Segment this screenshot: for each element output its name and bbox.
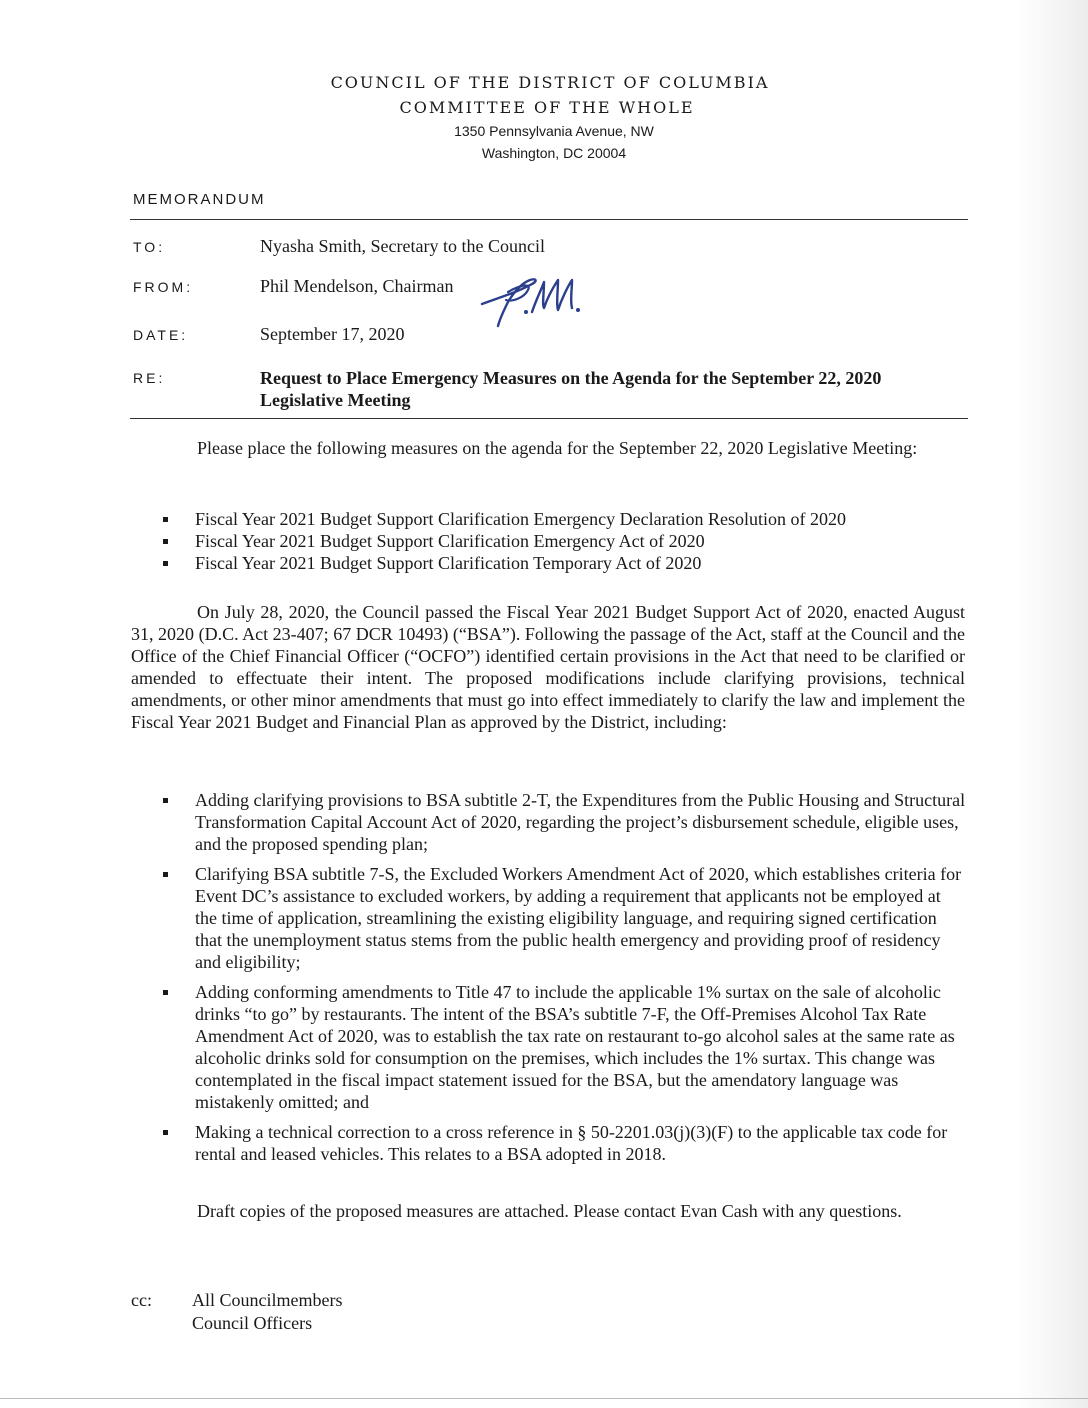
- bullet-icon: [163, 517, 168, 522]
- modifications-list: [158, 789, 966, 1173]
- to-label: TO:: [133, 239, 166, 255]
- header-rule-bottom: [130, 418, 968, 419]
- list-item: [158, 530, 846, 552]
- re-subject: Request to Place Emergency Measures on the Agenda for the September 22, 2020 Legislative Meeting: [260, 368, 882, 410]
- bullet-icon: [163, 561, 168, 566]
- letterhead-address-line2: Washington, DC 20004: [481, 145, 627, 161]
- list-item: [158, 508, 846, 530]
- cc-recipient: All Councilmembers: [192, 1290, 343, 1310]
- chairman-signature: [478, 272, 588, 332]
- modification-text: Clarifying BSA subtitle 7-S, the Excluded Workers Amendment Act of 2020, which establishes criteria for Event DC’s assistance to excluded workers, by adding a requirement that applicants not be employed at the time of application, streamlining the existing eligibility language, and requiring signed certification that the unemployment status stems from the public health emergency and providing proof of residency and eligibility;: [195, 864, 962, 972]
- from-label: FROM:: [133, 279, 194, 295]
- list-item: [158, 552, 846, 574]
- letterhead-org-line2: COMMITTEE OF THE WHOLE: [399, 98, 695, 117]
- letterhead-address-line1: 1350 Pennsylvania Avenue, NW: [454, 123, 654, 139]
- measures-list: [158, 508, 846, 574]
- scan-edge-shadow: [1018, 0, 1088, 1408]
- measure-text: Fiscal Year 2021 Budget Support Clarification Temporary Act of 2020: [195, 553, 702, 573]
- modification-text: Adding conforming amendments to Title 47 to include the applicable 1% surtax on the sale of alcoholic drinks “to go” by restaurants. The intent of the BSA’s subtitle 7-F, the Off-Premises Alcohol Tax Rate Amendment Act of 2020, was to establish the tax rate on restaurant to-go alcohol sales at the same rate as alcoholic drinks sold for consumption on the premises, which includes the 1% surtax. This change was contemplated in the fiscal impact statement issued for the BSA, but the amendatory language was mistakenly omitted; and: [195, 982, 955, 1112]
- bullet-icon: [163, 990, 168, 995]
- date-value: September 17, 2020: [260, 324, 405, 344]
- intro-paragraph: Please place the following measures on the agenda for the September 22, 2020 Legislative Meeting:: [197, 438, 918, 458]
- modification-text: Making a technical correction to a cross reference in § 50-2201.03(j)(3)(F) to the applicable tax code for rental and leased vehicles. This relates to a BSA adopted in 2018.: [195, 1122, 948, 1164]
- bullet-icon: [163, 1130, 168, 1135]
- background-paragraph: On July 28, 2020, the Council passed the Fiscal Year 2021 Budget Support Act of 2020, enacted August 31, 2020 (D.C. Act 23-407; 67 DCR 10493) (“BSA”). Following the passage of the Act, staff at the Council and the Office of the Chief Financial Officer (“OCFO”) identified certain provisions in the Act that need to be clarified or amended to effectuate their intent. The proposed modifications include clarifying provisions, technical amendments, or other minor amendments that must go into effect immediately to clarify the law and implement the Fiscal Year 2021 Budget and Financial Plan as approved by the District, including:: [131, 602, 965, 732]
- re-label: RE:: [133, 370, 166, 386]
- from-value: Phil Mendelson, Chairman: [260, 276, 454, 296]
- cc-recipient: Council Officers: [192, 1313, 313, 1333]
- closing-paragraph: Draft copies of the proposed measures are attached. Please contact Evan Cash with any questions.: [197, 1201, 902, 1221]
- to-value: Nyasha Smith, Secretary to the Council: [260, 236, 545, 256]
- date-label: DATE:: [133, 327, 189, 343]
- letterhead-org-line1: COUNCIL OF THE DISTRICT OF COLUMBIA: [330, 73, 770, 92]
- measure-text: Fiscal Year 2021 Budget Support Clarification Emergency Act of 2020: [195, 531, 705, 551]
- list-item: [158, 789, 966, 855]
- memorandum-label: MEMORANDUM: [133, 191, 266, 208]
- list-item: [158, 863, 966, 973]
- scan-bottom-line: [0, 1398, 1088, 1399]
- list-item: [158, 981, 966, 1113]
- cc-label: cc:: [131, 1290, 152, 1310]
- bullet-icon: [163, 872, 168, 877]
- modification-text: Adding clarifying provisions to BSA subtitle 2-T, the Expenditures from the Public Housing and Structural Transformation Capital Account Act of 2020, regarding the project’s disbursement schedule, eligible uses, and the proposed spending plan;: [195, 790, 966, 854]
- bullet-icon: [163, 539, 168, 544]
- measure-text: Fiscal Year 2021 Budget Support Clarification Emergency Declaration Resolution of 2020: [195, 509, 847, 529]
- list-item: [158, 1121, 966, 1165]
- header-rule-top: [130, 219, 968, 220]
- bullet-icon: [163, 798, 168, 803]
